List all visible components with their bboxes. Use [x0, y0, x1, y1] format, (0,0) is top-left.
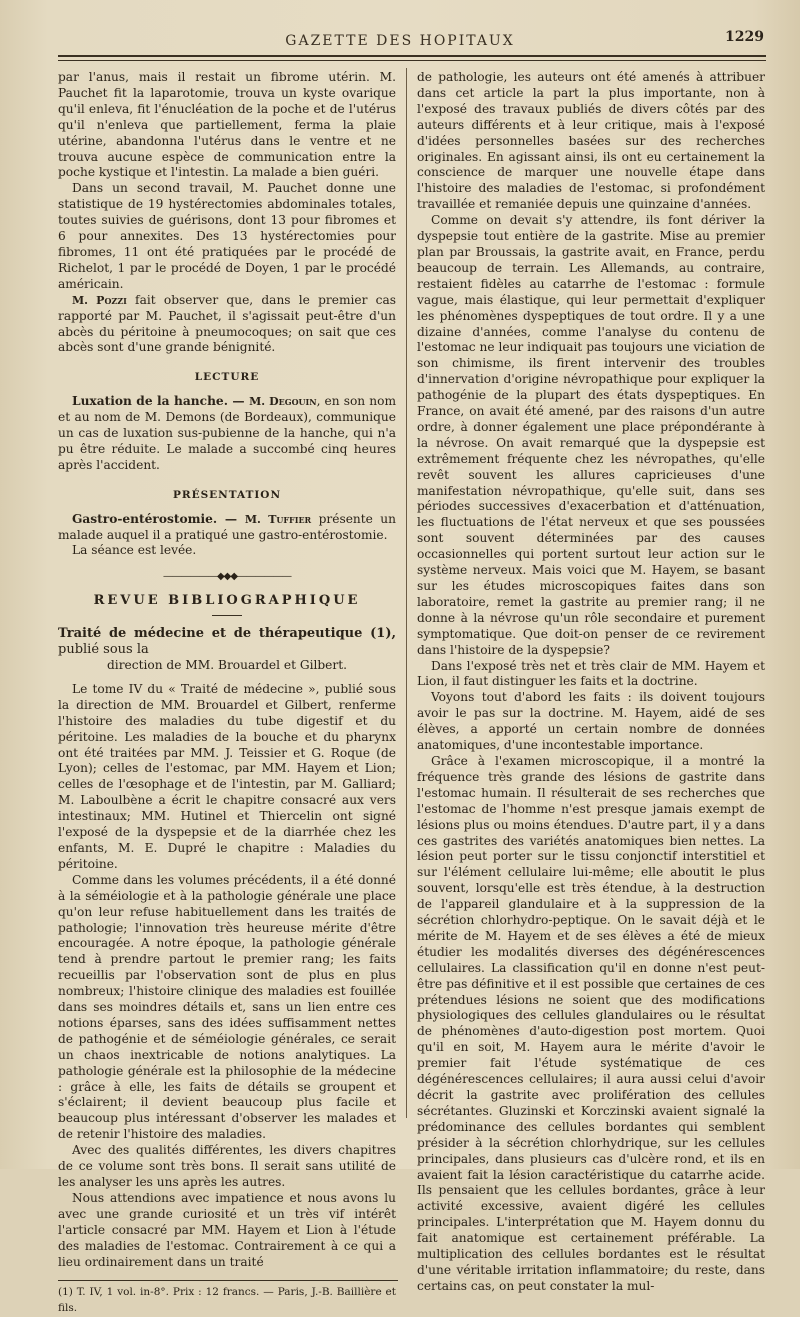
paragraph-text: présente un malade auquel il a pratiqué une gastro-entérostomie.: [58, 511, 396, 542]
short-rule: [212, 615, 242, 616]
column-divider: [406, 68, 407, 1118]
paragraph: de pathologie, les auteurs ont été amenés à attribuer dans cet article la part la plus importante, non à l'exposé des travaux publiés de divers côtés par des auteurs différents et à leur critique, mais à l'exposé d'idées personnelles basées sur des recherches originales. En agissant ainsi, ils ont eu certainement la conscience de marquer une nouvelle étape dans l'histoire des maladies de l'estomac, si profondément travaillée et remaniée depuis une quinzaine d'années.: [417, 70, 765, 212]
work-title-text: Traité de médecine et de thérapeutique (1),: [58, 626, 396, 642]
paragraph: par l'anus, mais il restait un fibrome utérin. M. Pauchet fit la laparotomie, trouva un kyste ovarique qu'il enleva, fit l'énucléation de la poche et de l'utérus qu'il n'enleva que partiellement, ferma la plaie utérine, abandonna l'utérus dans le ventre et ne trouva aucune espèce de communication entre la poche kystique et l'intestin. La malade a bien guéri.: [58, 70, 396, 180]
paragraph: [58, 394, 396, 474]
right-column: [417, 70, 765, 1293]
paragraph: Dans un second travail, M. Pauchet donne une statistique de 19 hystérectomies abdominales totales, toutes suivies de guérisons, dont 13 pour fibromes et 6 pour annexites. Des 13 hystérectomies pour fibromes, 11 ont été pratiquées par le procédé de Richelot, 1 par le procédé de Doyen, 1 par le procédé américain.: [58, 181, 396, 291]
work-direction: direction de MM. Brouardel et Gilbert.: [107, 658, 347, 672]
page-number: 1229: [725, 29, 764, 45]
paragraph-text: , en son nom et au nom de M. Demons (de Bordeaux), communique un cas de luxation sus-pubienne de la hanche, qui n'a pu être réduite. Le malade a succombé cinq heures après l'accident.: [58, 394, 396, 472]
footnote: (1) T. IV, 1 vol. in-8°. Prix : 12 francs. — Paris, J.-B. Baillière et fils.: [58, 1286, 396, 1315]
header-rule: [58, 55, 766, 57]
header-rule-thin: [58, 60, 766, 61]
left-column: [58, 70, 396, 1315]
ornamental-divider: ——————◆◆◆——————: [162, 571, 292, 583]
section-heading-presentation: PRÉSENTATION: [172, 488, 282, 501]
communication-title: Luxation de la hanche. —: [72, 394, 250, 409]
speaker-name: M. Pozzi: [72, 293, 127, 307]
speaker-name: M. Tuffier: [244, 512, 312, 526]
paragraph: [58, 293, 396, 357]
paragraph: Grâce à l'examen microscopique, il a montré la fréquence très grande des lésions de gastrite dans l'estomac humain. Il résulterait de ses recherches que l'estomac de l'homme n'est presque jamais exempt de lésions plus ou moins étendues. D'autre part, il y a dans ces gastrites des variétés anatomiques bien nettes. La lésion peut porter sur le tissu conjonctif interstitiel et sur l'élément cellulaire lui-même; elle aboutit le plus souvent, lorsqu'elle est très étendue, à la destruction de l'appareil glandulaire et à la suppression de la sécrétion chlorhydro-peptique. On le savait déjà et le mérite de M. Hayem et de ses élèves a été de mieux étudier les modalités diverses des dégénérescences cellulaires. La classification qu'il en donne n'est peut-être pas définitive et il est possible que certaines de ces prétendues lésions ne soient que des modifications physiologiques des cellules glandulaires ou le résultat de phénomènes d'auto-digestion post mortem. Quoi qu'il en soit, M. Hayem aura le mérite d'avoir le premier fait l'étude systématique de ces dégénérescences cellulaires; il aura aussi celui d'avoir décrit la gastrite avec prolifération des cellules sécrétantes. Gluzinski et Korczinski avaient signalé la prédominance des cellules bordantes qui semblent présider à la sécrétion chlorhydrique, sur les cellules principales, dans plusieurs cas d'ulcère rond, et ils en avaient fait la lésion caractéristique du catarrhe acide. Ils pensaient que les cellules bordantes, grâce à leur activité excessive, avaient digéré les cellules principales. L'interprétation que M. Hayem donnu du fait anatomique est certainement préférable. La multiplication des cellules bordantes est le résultat d'une véritable irritation inflammatoire; du reste, dans certains cas, on peut constater la mul-: [417, 753, 765, 1293]
speaker-name: M. Degouin: [249, 395, 317, 409]
paragraph: Avec des qualités différentes, les divers chapitres de ce volume sont très bons. Il serait sans utilité de les analyser les uns après les autres.: [58, 1143, 396, 1189]
paragraph: Dans l'exposé très net et très clair de MM. Hayem et Lion, il faut distinguer les faits et la doctrine.: [417, 658, 765, 689]
work-title: [58, 626, 396, 658]
paragraph: Comme on devait s'y attendre, ils font dériver la dyspepsie tout entière de la gastrite. Mise au premier plan par Broussais, la gastrite avait, en France, perdu beaucoup de terrain. Les Allemands, au contraire, restaient fidèles au catarrhe de l'estomac : formule vague, mais élastique, qui leur permettait d'expliquer les phénomènes dyspeptiques de tout ordre. Il y a une dizaine d'années, comme l'analyse du contenu de l'estomac ne leur indiquait pas toujours une viciation de son chimisme, ils firent intervenir des troubles d'innervation d'origine névropathique pour expliquer la pathogénie de la plupart des états dyspeptiques. En France, on avait été amené, par des raisons d'un autre ordre, à donner également une place prépondérante à la névrose. On avait remarqué que la dyspepsie est extrêmement fréquente chez les névropathes, qu'elle revêt souvent les allures capricieuses d'une manifestation névropathique, qu'elle suit, dans ses périodes successives d'exacerbation et d'atténuation, les fluctuations de l'état nerveux et que ses poussées sont souvent déterminées par des causes occasionnelles qui portent surtout leur action sur le système nerveux. Mais voici que M. Hayem, se basant sur les études microscopiques faites dans son laboratoire, remet la gastrite au premier rang; il ne donne à la névrose qu'un rôle secondaire et purement symptomatique. Que doit-on penser de ce revirement dans l'histoire de la dyspepsie?: [417, 213, 765, 657]
communication-title: Gastro-entérostomie. —: [72, 511, 245, 526]
paragraph: Nous attendions avec impatience et nous avons lu avec une grande curiosité et un très vif intérêt l'article consacré par MM. Hayem et Lion à l'étude des maladies de l'estomac. Contrairement à ce qui a lieu ordinairement dans un traité: [58, 1190, 396, 1269]
footnote-rule: [58, 1280, 398, 1281]
paragraph: Comme dans les volumes précédents, il a été donné à la séméiologie et à la pathologie générale une place qu'on leur refuse habituellement dans les traités de pathologie; l'innovation très heureuse mérite d'être encouragée. A notre époque, la pathologie générale tend à prendre partout le premier rang; les faits recueillis par l'observation sont de plus en plus nombreux; l'histoire clinique des maladies est fouillée dans ses moindres détails et, sans un lien entre ces notions éparses, sans des idées suffisamment nettes de pathogénie et de séméiologie générales, ce serait un chaos inextricable de notions analytiques. La pathologie générale est la philosophie de la médecine : grâce à elle, les faits de détails se groupent et s'éclairent; il devient beaucoup plus facile et beaucoup plus intéressant d'observer les malades et de retenir l'histoire des maladies.: [58, 872, 396, 1142]
paragraph: La séance est levée.: [72, 543, 197, 558]
section-heading-revue: REVUE BIBLIOGRAPHIQUE: [93, 593, 361, 609]
paragraph: Le tome IV du « Traité de médecine », publié sous la direction de MM. Brouardel et Gilbert, renferme l'histoire des maladies du tube digestif et du péritoine. Les maladies de la bouche et du pharynx ont été traitées par MM. J. Teissier et G. Roque (de Lyon); celles de l'estomac, par MM. Hayem et Lion; celles de l'œsophage et de l'intestin, par M. Galliard; M. Laboulbène a écrit le chapitre consacré aux vers intestinaux; MM. Hutinel et Thiercelin ont signé l'exposé de la dyspepsie et de la diarrhée chez les enfants, M. E. Dupré le chapitre : Maladies du péritoine.: [58, 681, 396, 871]
paragraph: [58, 512, 396, 544]
paragraph-text: fait observer que, dans le premier cas rapporté par M. Pauchet, il s'agissait peut-être d'un abcès du péritoine à pneumocoques; on sait que ces abcès sont d'une grande bénignité.: [58, 292, 396, 355]
paragraph: Voyons tout d'abord les faits : ils doivent toujours avoir le pas sur la doctrine. M. Hayem, aidé de ses élèves, a apporté un certain nombre de données anatomiques, d'une incontestable importance.: [417, 690, 765, 753]
journal-title: GAZETTE DES HOPITAUX: [285, 33, 515, 49]
work-title-rest: publié sous la: [58, 642, 149, 658]
section-heading-lecture: LECTURE: [194, 371, 260, 384]
